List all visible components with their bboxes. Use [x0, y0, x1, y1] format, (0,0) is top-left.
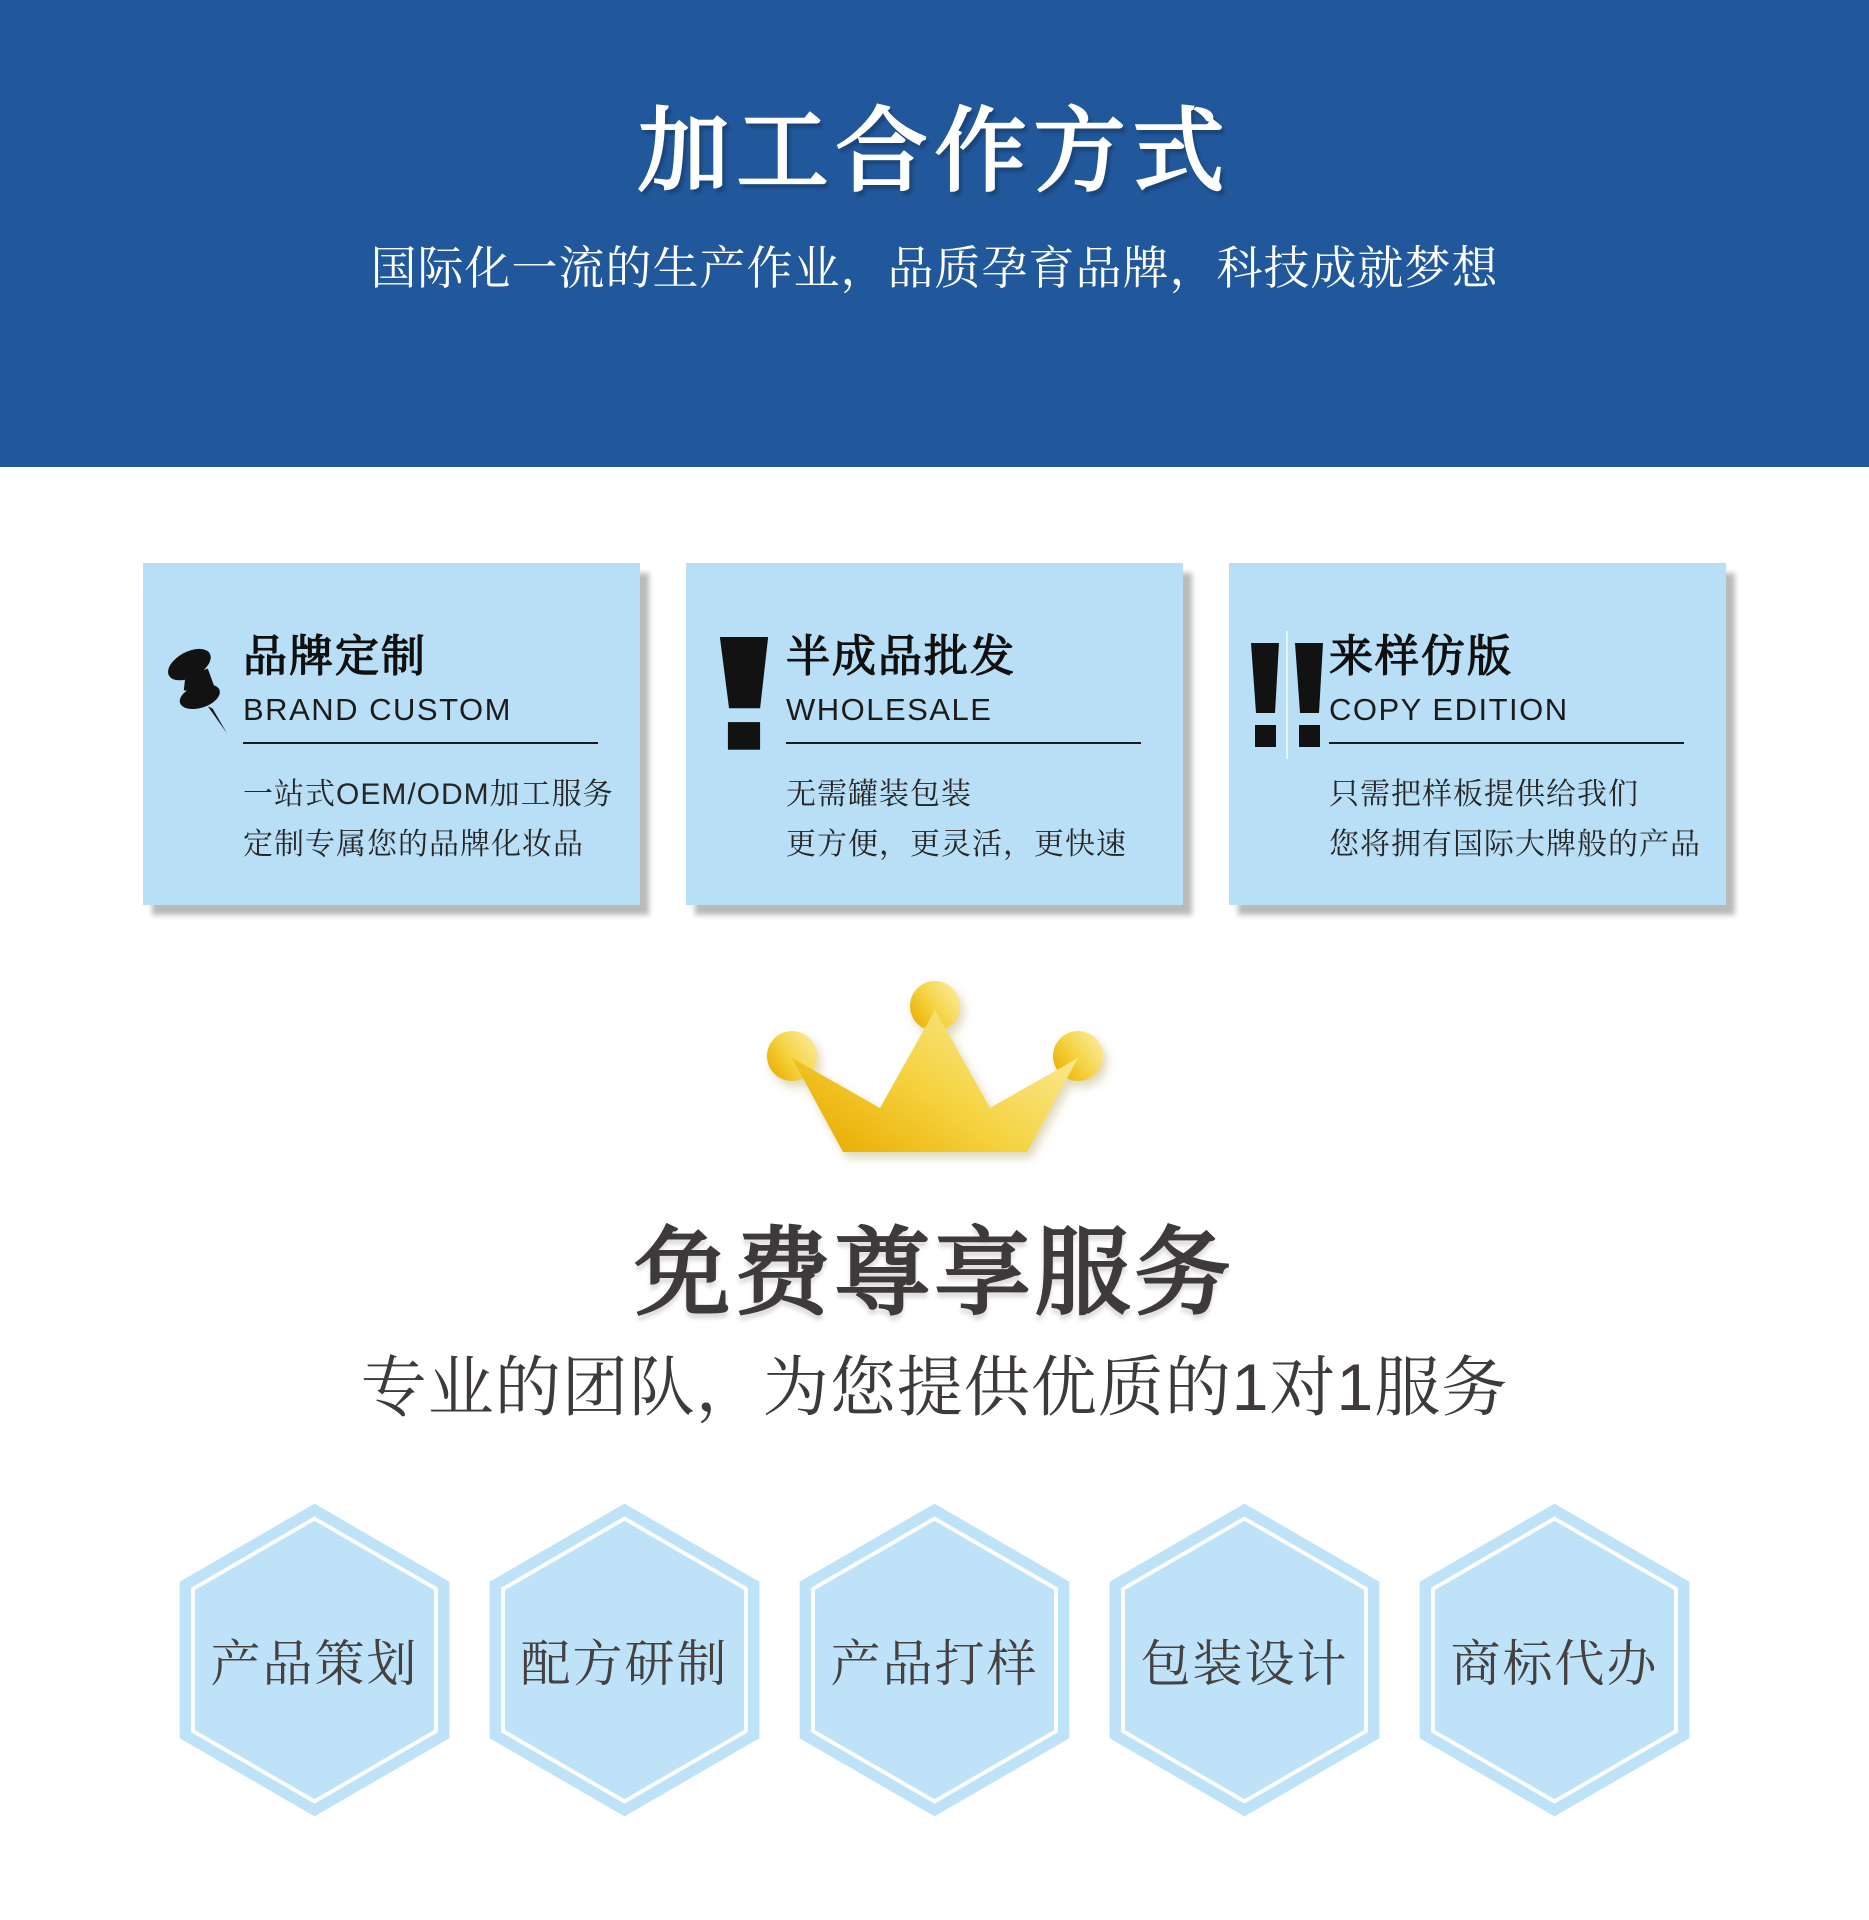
card-subtitle-en: BRAND CUSTOM: [243, 692, 512, 727]
card-title: 品牌定制: [243, 632, 427, 681]
card-description-line: 更方便，更灵活，更快速: [786, 828, 1127, 861]
hex-label: 商标代办: [1450, 1635, 1659, 1692]
card-title: 半成品批发: [786, 632, 1016, 681]
services-title: 免费尊享服务: [634, 1220, 1235, 1327]
hex-product-sampling: [798, 1502, 1071, 1818]
hex-trademark-agency: [1418, 1502, 1691, 1818]
pushpin-icon: [163, 633, 243, 768]
card-copy-edition: [1229, 563, 1726, 905]
card-description-line: 定制专属您的品牌化妆品: [243, 828, 584, 861]
card-text-block: [786, 563, 1183, 870]
card-brand-custom: [143, 563, 640, 905]
services-subtitle: 专业的团队，为您提供优质的1对1服务: [360, 1350, 1509, 1424]
card-description: [1329, 770, 1726, 870]
hex-label: 产品策划: [210, 1635, 419, 1692]
double-exclamation-icon: [1249, 633, 1329, 768]
card-wholesale: [686, 563, 1183, 905]
card-description-line: 您将拥有国际大牌般的产品: [1329, 828, 1701, 861]
card-description: [786, 770, 1183, 870]
card-description-line: 无需罐装包装: [786, 778, 972, 811]
hex-package-design: [1108, 1502, 1381, 1818]
card-text-block: [243, 563, 640, 870]
divider-line: [243, 742, 598, 744]
divider-line: [786, 742, 1141, 744]
hex-label: 配方研制: [520, 1635, 729, 1692]
hero-banner: [0, 0, 1869, 467]
card-title: 来样仿版: [1329, 632, 1513, 681]
card-text-block: [1329, 563, 1726, 870]
cooperation-cards: [143, 563, 1726, 905]
banner-title: 加工合作方式: [637, 101, 1232, 203]
hex-product-planning: [178, 1502, 451, 1818]
card-subtitle-en: COPY EDITION: [1329, 692, 1569, 727]
card-subtitle-en: WHOLESALE: [786, 692, 993, 727]
hex-formula-development: [488, 1502, 761, 1818]
crown-icon: [765, 980, 1105, 1165]
card-description-line: 一站式OEM/ODM加工服务: [243, 778, 614, 811]
banner-subtitle: 国际化一流的生产作业，品质孕育品牌，科技成就梦想: [370, 242, 1499, 295]
divider-line: [1329, 742, 1684, 744]
card-description: [243, 770, 640, 870]
exclamation-icon: [706, 633, 786, 768]
service-hexagons: [178, 1502, 1691, 1818]
hex-label: 包装设计: [1140, 1635, 1349, 1692]
hex-label: 产品打样: [830, 1635, 1039, 1692]
card-description-line: 只需把样板提供给我们: [1329, 778, 1639, 811]
